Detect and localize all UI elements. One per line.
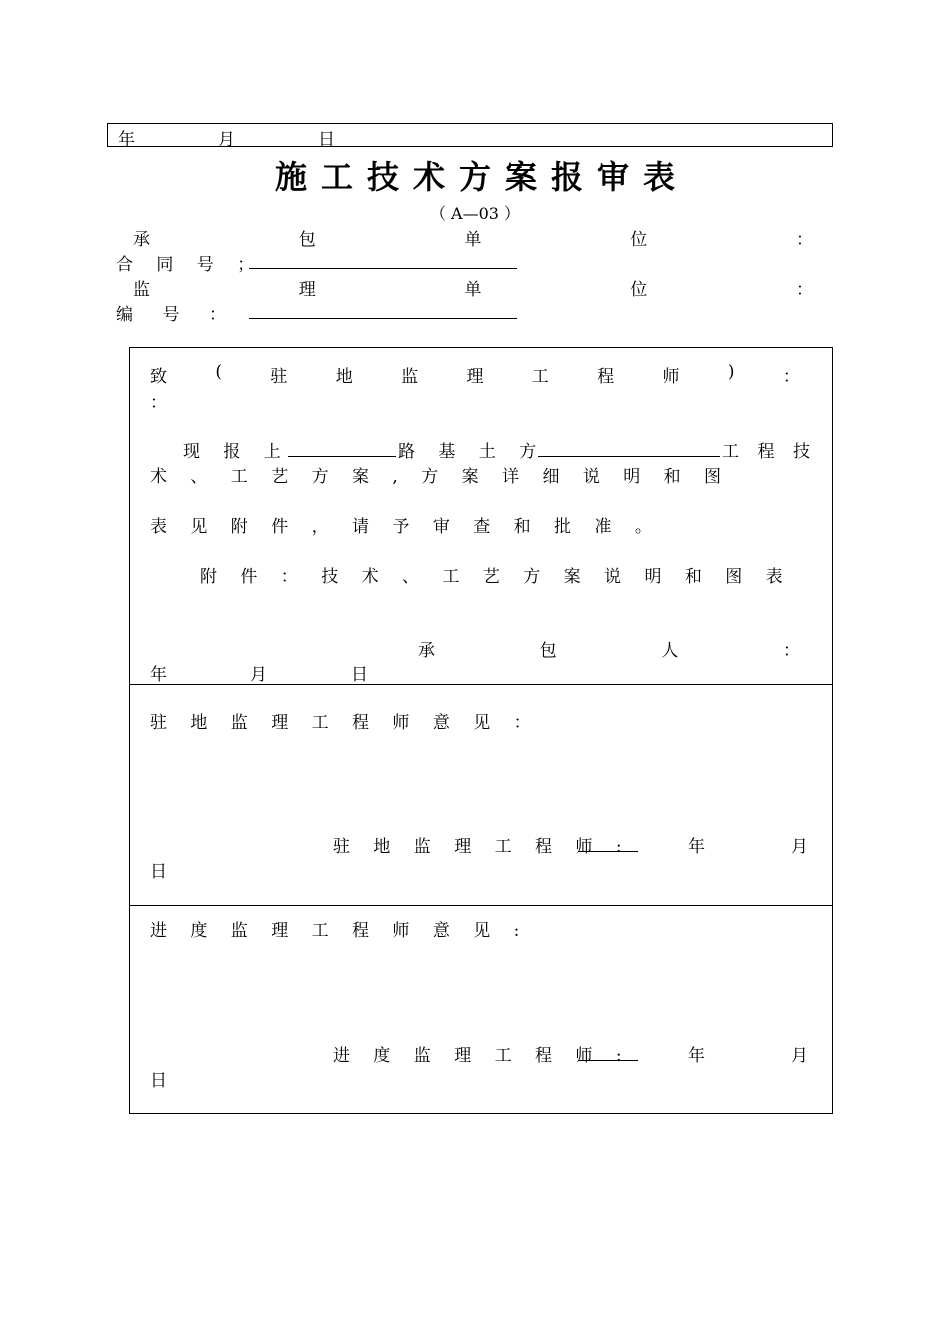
report-char: 工: [722, 442, 739, 462]
supervisor-unit-char: 单: [464, 280, 482, 300]
report-char: 程: [757, 442, 775, 462]
report-text-a: 现 报 上: [183, 442, 290, 462]
addressee-char: ): [727, 362, 735, 382]
signer-char: ：: [782, 641, 800, 661]
contract-no-label: 合 同 号 ；: [116, 255, 264, 275]
section1-month: 月: [250, 665, 267, 685]
supervisor-unit-char: ：: [796, 280, 813, 300]
number-label: [116, 300, 226, 325]
contractor-unit-char: 包: [298, 230, 316, 250]
resident-day: 日: [150, 862, 167, 882]
addressee-char: 程: [597, 367, 615, 387]
report-blank-2[interactable]: [538, 456, 720, 457]
contractor-unit-char: 承: [133, 230, 150, 250]
number-label-char: 编: [116, 305, 133, 325]
resident-year: 年: [688, 837, 705, 857]
addressee-char: 致: [150, 367, 167, 387]
report-char: 技: [793, 442, 810, 462]
page-title: 施工技术方案报审表: [274, 158, 689, 196]
contractor-signer-line: [418, 636, 800, 661]
report-line-2: 术 、 工 艺 方 案 , 方 案 详 细 说 明 和 图: [150, 467, 731, 487]
supervisor-unit-char: 监: [133, 280, 150, 300]
supervisor-unit-char: 位: [630, 280, 648, 300]
signer-char: 包: [539, 641, 557, 661]
section-divider: [129, 684, 833, 685]
section-divider: [129, 905, 833, 906]
schedule-month: 月: [791, 1046, 808, 1066]
schedule-sign-label: 进 度 监 理 工 程 师 :: [333, 1046, 631, 1066]
attachment-line: 附 件 ： 技 术 、 工 艺 方 案 说 明 和 图 表: [200, 567, 792, 587]
number-field[interactable]: [249, 318, 517, 319]
report-line-3: 表 见 附 件 ， 请 予 审 查 和 批 准 。: [150, 517, 661, 537]
contractor-unit-char: 单: [464, 230, 482, 250]
addressee-char: 监: [401, 367, 419, 387]
addressee-char: ：: [782, 367, 800, 387]
schedule-year: 年: [688, 1046, 705, 1066]
header-month-label: 月: [218, 130, 235, 150]
header-date-box: [107, 123, 833, 150]
report-text-c: [722, 437, 810, 462]
addressee-colon: ：: [150, 393, 167, 413]
resident-sign-field[interactable]: [578, 851, 638, 852]
schedule-opinion-heading: 进 度 监 理 工 程 师 意 见 :: [150, 921, 529, 941]
addressee-char: 驻: [270, 367, 288, 387]
addressee-line: [150, 362, 800, 387]
contractor-unit-char: 位: [630, 230, 648, 250]
report-text-b: 路 基 土 方: [398, 442, 546, 462]
header-year-label: 年: [118, 130, 135, 150]
section1-day: 日: [351, 665, 368, 685]
resident-month: 月: [791, 837, 808, 857]
contract-no-field[interactable]: [249, 268, 517, 269]
number-label-char: ：: [209, 305, 226, 325]
addressee-char: 工: [531, 367, 549, 387]
report-blank-1[interactable]: [288, 456, 396, 457]
supervisor-unit-char: 理: [298, 280, 316, 300]
addressee-char: 理: [466, 367, 484, 387]
form-code: （ A—03 ）: [429, 204, 521, 223]
schedule-sign-field[interactable]: [578, 1060, 638, 1061]
contractor-unit-char: ：: [796, 230, 813, 250]
resident-sign-label: 驻 地 监 理 工 程 师 :: [333, 837, 631, 857]
supervisor-unit-row: [133, 275, 813, 300]
signer-char: 人: [661, 641, 679, 661]
signer-char: 承: [418, 641, 435, 661]
addressee-char: 地: [335, 367, 353, 387]
resident-opinion-heading: 驻 地 监 理 工 程 师 意 见 ：: [150, 713, 540, 733]
addressee-char: 师: [662, 367, 680, 387]
schedule-day: 日: [150, 1071, 167, 1091]
number-label-char: 号: [162, 305, 180, 325]
header-day-label: 日: [318, 130, 335, 150]
addressee-char: (: [215, 362, 222, 382]
contractor-unit-row: [133, 225, 813, 250]
section1-year: 年: [150, 665, 167, 685]
